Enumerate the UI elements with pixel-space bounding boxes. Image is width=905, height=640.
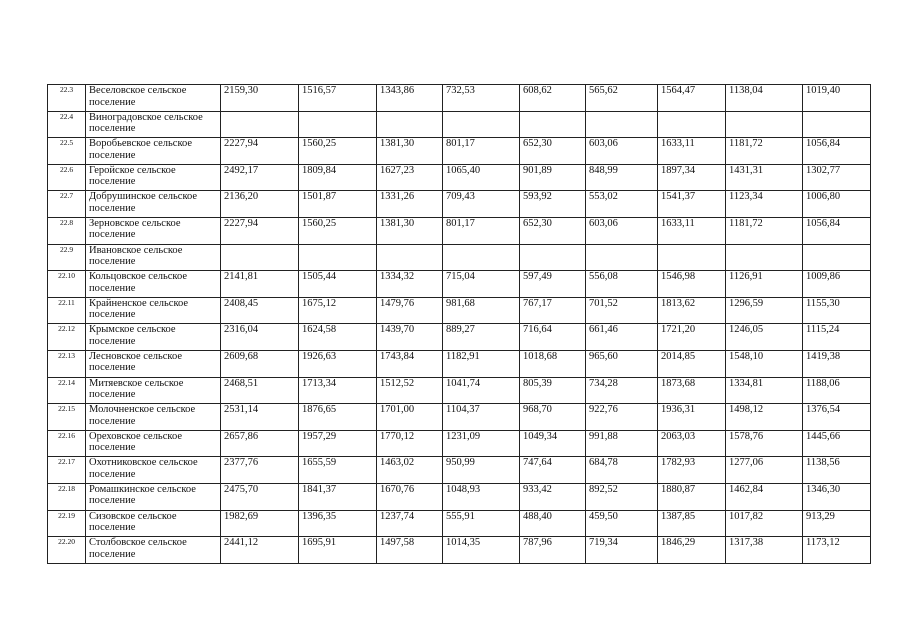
value-cell: 1501,87: [299, 191, 377, 218]
value-cell: 2227,94: [221, 217, 299, 244]
value-cell: 555,91: [443, 510, 520, 537]
value-cell: 1017,82: [726, 510, 803, 537]
value-cell: 1056,84: [803, 138, 871, 165]
settlement-name: Сизовское сельское поселение: [86, 510, 221, 537]
value-cell: 2441,12: [221, 537, 299, 564]
value-cell: 1387,85: [658, 510, 726, 537]
row-number: 22.5: [48, 138, 86, 165]
value-cell: 1317,38: [726, 537, 803, 564]
value-cell: 1138,56: [803, 457, 871, 484]
table-row: [48, 111, 871, 138]
table-row: [48, 271, 871, 298]
value-cell: 1675,12: [299, 297, 377, 324]
value-cell: 1633,11: [658, 217, 726, 244]
value-cell: 787,96: [520, 537, 586, 564]
value-cell: 1578,76: [726, 430, 803, 457]
value-cell: 922,76: [586, 404, 658, 431]
row-number: 22.9: [48, 244, 86, 271]
value-cell: 913,29: [803, 510, 871, 537]
table-body: [48, 85, 871, 564]
settlement-name: Воробьевское сельское поселение: [86, 138, 221, 165]
value-cell: 603,06: [586, 217, 658, 244]
value-cell: 2159,30: [221, 85, 299, 112]
settlement-name: Митяевское сельское поселение: [86, 377, 221, 404]
value-cell: 2657,86: [221, 430, 299, 457]
value-cell: [586, 111, 658, 138]
value-cell: 1138,04: [726, 85, 803, 112]
row-number: 22.20: [48, 537, 86, 564]
value-cell: 593,92: [520, 191, 586, 218]
value-cell: 2531,14: [221, 404, 299, 431]
value-cell: 1560,25: [299, 217, 377, 244]
row-number: 22.12: [48, 324, 86, 351]
value-cell: 1246,05: [726, 324, 803, 351]
value-cell: 556,08: [586, 271, 658, 298]
value-cell: 747,64: [520, 457, 586, 484]
value-cell: 716,64: [520, 324, 586, 351]
value-cell: 553,02: [586, 191, 658, 218]
value-cell: 2609,68: [221, 350, 299, 377]
table-row: [48, 510, 871, 537]
value-cell: 1381,30: [377, 217, 443, 244]
table-row: [48, 537, 871, 564]
value-cell: 1334,81: [726, 377, 803, 404]
row-number: 22.16: [48, 430, 86, 457]
value-cell: 1056,84: [803, 217, 871, 244]
settlement-name: Крымское сельское поселение: [86, 324, 221, 351]
value-cell: 2408,45: [221, 297, 299, 324]
value-cell: 805,39: [520, 377, 586, 404]
value-cell: 2063,03: [658, 430, 726, 457]
value-cell: 889,27: [443, 324, 520, 351]
row-number: 22.18: [48, 483, 86, 510]
value-cell: 603,06: [586, 138, 658, 165]
value-cell: 1296,59: [726, 297, 803, 324]
value-cell: 1182,91: [443, 350, 520, 377]
value-cell: 1343,86: [377, 85, 443, 112]
value-cell: 2227,94: [221, 138, 299, 165]
value-cell: 1670,76: [377, 483, 443, 510]
value-cell: [221, 111, 299, 138]
row-number: 22.10: [48, 271, 86, 298]
value-cell: 767,17: [520, 297, 586, 324]
value-cell: 1813,62: [658, 297, 726, 324]
value-cell: 1695,91: [299, 537, 377, 564]
value-cell: 848,99: [586, 164, 658, 191]
value-cell: 652,30: [520, 138, 586, 165]
value-cell: [299, 244, 377, 271]
value-cell: [377, 244, 443, 271]
value-cell: 1512,52: [377, 377, 443, 404]
value-cell: 1445,66: [803, 430, 871, 457]
value-cell: 2316,04: [221, 324, 299, 351]
settlement-name: Молочненское сельское поселение: [86, 404, 221, 431]
table-row: [48, 297, 871, 324]
row-number: 22.13: [48, 350, 86, 377]
value-cell: 1396,35: [299, 510, 377, 537]
value-cell: [803, 111, 871, 138]
settlement-name: Ивановское сельское поселение: [86, 244, 221, 271]
value-cell: [520, 111, 586, 138]
table-row: [48, 430, 871, 457]
value-cell: 1048,93: [443, 483, 520, 510]
value-cell: 1809,84: [299, 164, 377, 191]
value-cell: 1701,00: [377, 404, 443, 431]
row-number: 22.3: [48, 85, 86, 112]
value-cell: 1548,10: [726, 350, 803, 377]
value-cell: 1546,98: [658, 271, 726, 298]
value-cell: [586, 244, 658, 271]
value-cell: 732,53: [443, 85, 520, 112]
value-cell: 1173,12: [803, 537, 871, 564]
row-number: 22.6: [48, 164, 86, 191]
row-number: 22.8: [48, 217, 86, 244]
table-row: [48, 244, 871, 271]
value-cell: 801,17: [443, 138, 520, 165]
table-row: [48, 377, 871, 404]
value-cell: 965,60: [586, 350, 658, 377]
tariff-table: [47, 84, 871, 564]
settlement-name: Кольцовское сельское поселение: [86, 271, 221, 298]
value-cell: 1627,23: [377, 164, 443, 191]
value-cell: 1721,20: [658, 324, 726, 351]
value-cell: [726, 111, 803, 138]
value-cell: 608,62: [520, 85, 586, 112]
value-cell: 1381,30: [377, 138, 443, 165]
row-number: 22.11: [48, 297, 86, 324]
value-cell: 488,40: [520, 510, 586, 537]
value-cell: 892,52: [586, 483, 658, 510]
settlement-name: Добрушинское сельское поселение: [86, 191, 221, 218]
value-cell: 2141,81: [221, 271, 299, 298]
value-cell: 701,52: [586, 297, 658, 324]
value-cell: 1018,68: [520, 350, 586, 377]
value-cell: 1479,76: [377, 297, 443, 324]
value-cell: 715,04: [443, 271, 520, 298]
row-number: 22.17: [48, 457, 86, 484]
value-cell: 1155,30: [803, 297, 871, 324]
value-cell: [443, 244, 520, 271]
value-cell: 1188,06: [803, 377, 871, 404]
value-cell: 1019,40: [803, 85, 871, 112]
value-cell: 734,28: [586, 377, 658, 404]
value-cell: [726, 244, 803, 271]
settlement-name: Виноградовское сельское поселение: [86, 111, 221, 138]
table-row: [48, 164, 871, 191]
value-cell: 1926,63: [299, 350, 377, 377]
value-cell: 1876,65: [299, 404, 377, 431]
value-cell: 933,42: [520, 483, 586, 510]
table-row: [48, 457, 871, 484]
settlement-name: Ореховское сельское поселение: [86, 430, 221, 457]
value-cell: 1431,31: [726, 164, 803, 191]
value-cell: 1462,84: [726, 483, 803, 510]
value-cell: 597,49: [520, 271, 586, 298]
table-row: [48, 191, 871, 218]
settlement-name: Веселовское сельское поселение: [86, 85, 221, 112]
value-cell: 901,89: [520, 164, 586, 191]
value-cell: 1237,74: [377, 510, 443, 537]
value-cell: 1126,91: [726, 271, 803, 298]
table-row: [48, 324, 871, 351]
value-cell: 1302,77: [803, 164, 871, 191]
value-cell: 1497,58: [377, 537, 443, 564]
settlement-name: Столбовское сельское поселение: [86, 537, 221, 564]
value-cell: 1006,80: [803, 191, 871, 218]
value-cell: 1331,26: [377, 191, 443, 218]
settlement-name: Ромашкинское сельское поселение: [86, 483, 221, 510]
value-cell: 1655,59: [299, 457, 377, 484]
value-cell: 1014,35: [443, 537, 520, 564]
table-row: [48, 483, 871, 510]
value-cell: 801,17: [443, 217, 520, 244]
value-cell: [520, 244, 586, 271]
value-cell: 1049,34: [520, 430, 586, 457]
value-cell: 1231,09: [443, 430, 520, 457]
settlement-name: Крайненское сельское поселение: [86, 297, 221, 324]
table-row: [48, 350, 871, 377]
row-number: 22.19: [48, 510, 86, 537]
table-row: [48, 217, 871, 244]
value-cell: 1277,06: [726, 457, 803, 484]
value-cell: 1770,12: [377, 430, 443, 457]
value-cell: 1936,31: [658, 404, 726, 431]
value-cell: 661,46: [586, 324, 658, 351]
value-cell: 1419,38: [803, 350, 871, 377]
value-cell: [803, 244, 871, 271]
row-number: 22.14: [48, 377, 86, 404]
value-cell: 1041,74: [443, 377, 520, 404]
value-cell: [443, 111, 520, 138]
value-cell: 1498,12: [726, 404, 803, 431]
value-cell: 1713,34: [299, 377, 377, 404]
value-cell: 1846,29: [658, 537, 726, 564]
value-cell: 1009,86: [803, 271, 871, 298]
value-cell: 1181,72: [726, 217, 803, 244]
table-row: [48, 138, 871, 165]
value-cell: 1346,30: [803, 483, 871, 510]
value-cell: 1743,84: [377, 350, 443, 377]
settlement-name: Зерновское сельское поселение: [86, 217, 221, 244]
value-cell: 1541,37: [658, 191, 726, 218]
value-cell: [377, 111, 443, 138]
value-cell: 991,88: [586, 430, 658, 457]
value-cell: 709,43: [443, 191, 520, 218]
value-cell: 1123,34: [726, 191, 803, 218]
settlement-name: Геройское сельское поселение: [86, 164, 221, 191]
value-cell: 2475,70: [221, 483, 299, 510]
value-cell: 950,99: [443, 457, 520, 484]
value-cell: 652,30: [520, 217, 586, 244]
value-cell: 2468,51: [221, 377, 299, 404]
table-row: [48, 404, 871, 431]
value-cell: 2377,76: [221, 457, 299, 484]
value-cell: 1633,11: [658, 138, 726, 165]
value-cell: 719,34: [586, 537, 658, 564]
value-cell: 2492,17: [221, 164, 299, 191]
value-cell: 1564,47: [658, 85, 726, 112]
value-cell: 1982,69: [221, 510, 299, 537]
value-cell: [658, 111, 726, 138]
value-cell: 1439,70: [377, 324, 443, 351]
value-cell: 1181,72: [726, 138, 803, 165]
value-cell: [658, 244, 726, 271]
value-cell: 1334,32: [377, 271, 443, 298]
value-cell: 1065,40: [443, 164, 520, 191]
row-number: 22.7: [48, 191, 86, 218]
value-cell: 1897,34: [658, 164, 726, 191]
value-cell: [299, 111, 377, 138]
value-cell: 1560,25: [299, 138, 377, 165]
settlement-name: Лесновское сельское поселение: [86, 350, 221, 377]
value-cell: 1104,37: [443, 404, 520, 431]
value-cell: 1115,24: [803, 324, 871, 351]
value-cell: 1376,54: [803, 404, 871, 431]
value-cell: 1957,29: [299, 430, 377, 457]
value-cell: 1841,37: [299, 483, 377, 510]
value-cell: 565,62: [586, 85, 658, 112]
value-cell: 1624,58: [299, 324, 377, 351]
value-cell: 968,70: [520, 404, 586, 431]
value-cell: 459,50: [586, 510, 658, 537]
row-number: 22.4: [48, 111, 86, 138]
value-cell: 1463,02: [377, 457, 443, 484]
value-cell: 2014,85: [658, 350, 726, 377]
value-cell: 2136,20: [221, 191, 299, 218]
value-cell: 981,68: [443, 297, 520, 324]
row-number: 22.15: [48, 404, 86, 431]
value-cell: [221, 244, 299, 271]
settlement-name: Охотниковское сельское поселение: [86, 457, 221, 484]
value-cell: 1516,57: [299, 85, 377, 112]
value-cell: 1505,44: [299, 271, 377, 298]
value-cell: 1782,93: [658, 457, 726, 484]
table-row: [48, 85, 871, 112]
value-cell: 684,78: [586, 457, 658, 484]
value-cell: 1880,87: [658, 483, 726, 510]
value-cell: 1873,68: [658, 377, 726, 404]
